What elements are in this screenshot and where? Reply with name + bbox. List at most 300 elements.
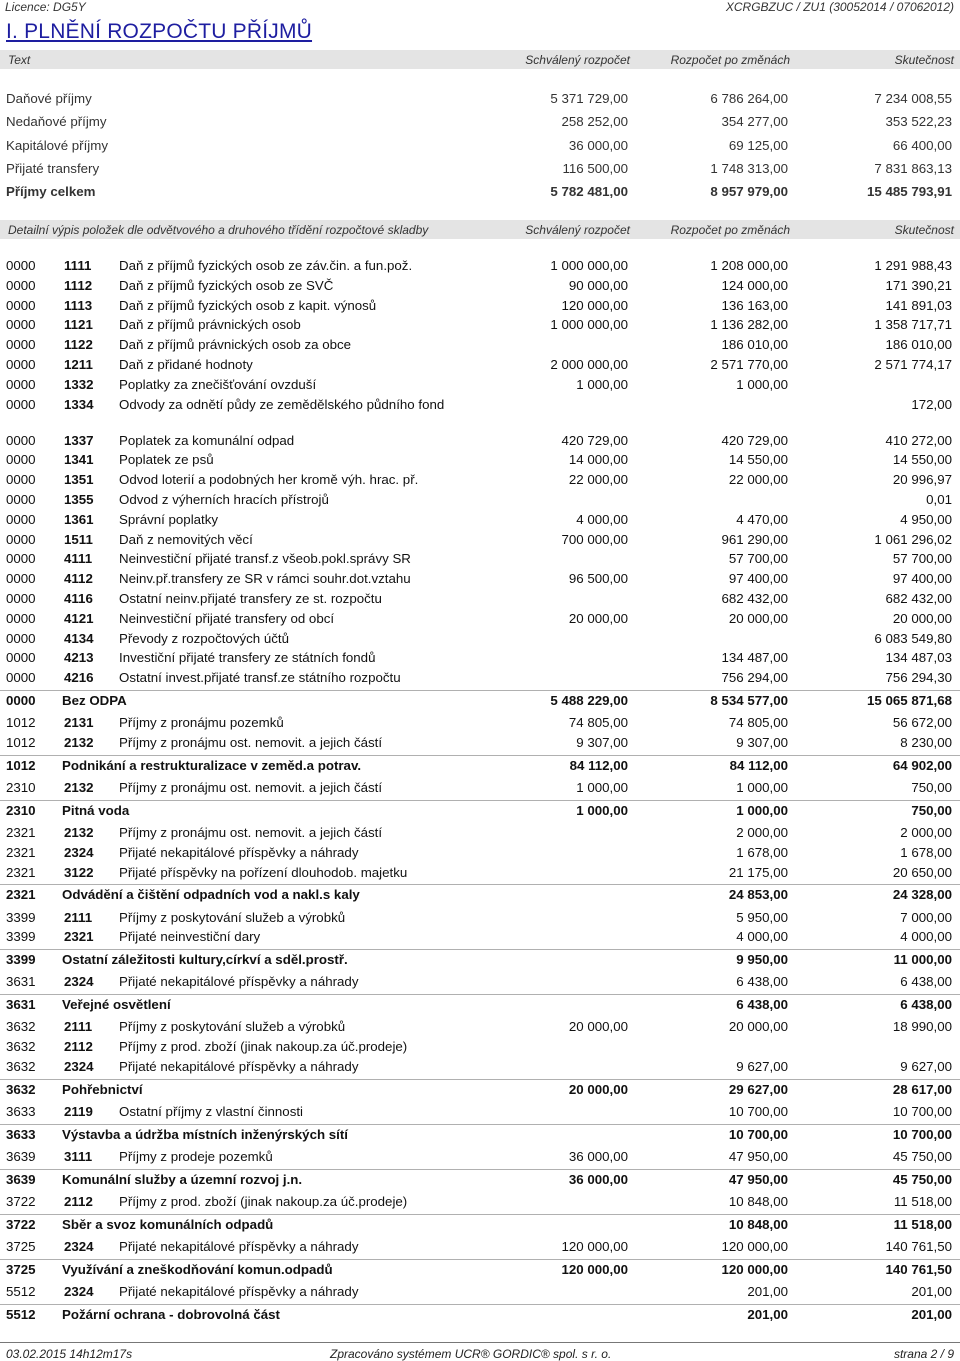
- group-total-row: [0, 758, 960, 776]
- item-text: Komunální služby a územní rozvoj j.n.: [62, 1171, 303, 1187]
- paragraph-code: 2321: [6, 864, 36, 880]
- group-total-row: [0, 1172, 960, 1190]
- approved-budget: 96 500,00: [568, 571, 628, 587]
- item-code: 3122: [64, 864, 94, 880]
- paragraph-code: 0000: [6, 357, 36, 372]
- footer-system: Zpracováno systémem UCR® GORDIC® spol. s r. o.: [330, 1347, 612, 1361]
- item-text: Využívání a zneškodňování komun.odpadů: [62, 1261, 333, 1277]
- item-code: 1122: [64, 337, 93, 353]
- item-text: Neinv.př.transfery ze SR v rámci souhr.dot.vztahu: [119, 571, 411, 587]
- group-total-row: [0, 1082, 960, 1100]
- actual-value: 140 761,50: [885, 1261, 952, 1277]
- adjusted-budget: 47 950,00: [728, 1149, 788, 1164]
- summary-label: Kapitálové příjmy: [6, 138, 108, 153]
- actual-value: 8 230,00: [900, 735, 952, 750]
- item-text: Příjmy z pronájmu pozemků: [119, 715, 284, 731]
- table-row: [0, 337, 960, 355]
- item-code: 2321: [64, 929, 94, 945]
- table-row: [0, 650, 960, 668]
- actual-value: 97 400,00: [892, 571, 952, 587]
- licence-label: Licence: DG5Y: [5, 0, 86, 14]
- adjusted-budget: 9 307,00: [736, 735, 788, 750]
- item-text: Investiční přijaté transfery ze státních fondů: [119, 650, 376, 666]
- item-text: Ostatní příjmy z vlastní činnosti: [119, 1104, 304, 1119]
- item-text: Příjmy z prodeje pozemků: [119, 1149, 273, 1164]
- item-code: 1341: [64, 452, 94, 468]
- item-text: Daň z nemovitých věcí: [119, 531, 253, 547]
- summary-adjusted: 8 957 979,00: [710, 184, 788, 199]
- actual-value: 1 358 717,71: [874, 317, 952, 333]
- actual-value: 750,00: [911, 802, 952, 818]
- item-text: Příjmy z poskytování služeb a výrobků: [119, 909, 346, 925]
- item-text: Přijaté nekapitálové příspěvky a náhrady: [119, 974, 359, 990]
- item-code: 4213: [64, 650, 94, 666]
- adjusted-budget: 10 700,00: [728, 1104, 788, 1119]
- adjusted-budget: 1 000,00: [736, 780, 788, 795]
- group-divider: [0, 949, 960, 950]
- summary-row: [0, 138, 960, 156]
- item-code: 1361: [64, 511, 94, 527]
- group-total-row: [0, 803, 960, 821]
- actual-value: 750,00: [911, 780, 952, 795]
- item-code: 1337: [64, 432, 94, 448]
- approved-budget: 36 000,00: [568, 1149, 628, 1164]
- group-total-row: [0, 1127, 960, 1145]
- adjusted-budget: 10 700,00: [728, 1126, 788, 1142]
- actual-value: 45 750,00: [892, 1149, 952, 1164]
- actual-value: 11 518,00: [893, 1194, 952, 1209]
- summary-label: Příjmy celkem: [6, 184, 96, 199]
- adjusted-budget: 420 729,00: [721, 432, 788, 448]
- summary-row: [0, 114, 960, 132]
- approved-budget: 120 000,00: [561, 1239, 628, 1254]
- paragraph-code: 0000: [6, 337, 36, 353]
- item-text: Správní poplatky: [119, 511, 219, 527]
- adjusted-budget: 1 000,00: [736, 376, 788, 392]
- table-row: [0, 377, 960, 395]
- approved-budget: 20 000,00: [568, 1019, 628, 1035]
- footer-divider: [0, 1342, 960, 1343]
- actual-value: 6 438,00: [900, 996, 952, 1012]
- adjusted-budget: 22 000,00: [728, 472, 788, 488]
- table-row: [0, 1104, 960, 1122]
- group-total-row: [0, 1217, 960, 1235]
- item-code: 1511: [64, 531, 93, 547]
- adjusted-budget: 1 000,00: [736, 802, 788, 818]
- actual-value: 682 432,00: [885, 591, 952, 606]
- summary-approved: 5 782 481,00: [550, 184, 628, 199]
- paragraph-code: 3722: [6, 1216, 36, 1232]
- item-code: 2132: [64, 735, 94, 750]
- table-row: [0, 825, 960, 843]
- item-code: 1113: [64, 297, 93, 313]
- table-row: [0, 278, 960, 296]
- item-code: 1351: [64, 472, 94, 488]
- item-text: Veřejné osvětlení: [62, 996, 171, 1012]
- item-text: Pohřebnictví: [62, 1081, 143, 1097]
- paragraph-code: 0000: [6, 432, 36, 448]
- approved-budget: 420 729,00: [561, 432, 628, 448]
- actual-value: 141 891,03: [885, 297, 952, 313]
- item-text: Ostatní záležitosti kultury,církví a sděl.prostř.: [62, 951, 348, 967]
- summary-label: Přijaté transfery: [6, 161, 100, 176]
- item-code: 4112: [64, 571, 93, 587]
- summary-header-text: Text: [8, 53, 31, 67]
- group-total-row: [0, 1262, 960, 1280]
- adjusted-budget: 10 848,00: [728, 1194, 788, 1209]
- item-code: 2324: [64, 1239, 94, 1254]
- adjusted-budget: 6 438,00: [736, 974, 788, 990]
- paragraph-code: 0000: [6, 472, 36, 488]
- page-title: I. PLNĚNÍ ROZPOČTU PŘÍJMŮ: [6, 20, 313, 43]
- actual-value: 24 328,00: [892, 887, 952, 903]
- item-text: Neinvestiční přijaté transfery od obcí: [119, 610, 335, 626]
- detail-header-col3: Skutečnost: [894, 223, 954, 237]
- summary-header-col3: Skutečnost: [894, 53, 954, 67]
- adjusted-budget: 120 000,00: [721, 1239, 788, 1254]
- summary-approved: 36 000,00: [568, 138, 628, 153]
- actual-value: 2 571 774,17: [874, 357, 952, 372]
- paragraph-code: 3632: [6, 1039, 36, 1055]
- table-row: [0, 974, 960, 992]
- approved-budget: 14 000,00: [568, 452, 628, 468]
- summary-row: [0, 184, 960, 202]
- detail-header: [0, 220, 960, 239]
- paragraph-code: 0000: [6, 551, 36, 567]
- item-text: Odvádění a čištění odpadních vod a nakl.s kaly: [62, 887, 360, 903]
- paragraph-code: 2321: [6, 887, 36, 903]
- paragraph-code: 5512: [6, 1306, 36, 1322]
- group-divider: [0, 1124, 960, 1125]
- summary-label: Nedaňové příjmy: [6, 114, 107, 129]
- actual-value: 15 065 871,68: [866, 692, 952, 708]
- table-row: [0, 1059, 960, 1077]
- item-text: Požární ochrana - dobrovolná část: [62, 1306, 280, 1322]
- paragraph-code: 0000: [6, 630, 36, 646]
- actual-value: 172,00: [911, 396, 952, 412]
- item-text: Daň z příjmů právnických osob za obce: [119, 337, 352, 353]
- item-text: Poplatek ze psů: [119, 452, 214, 468]
- approved-budget: 36 000,00: [568, 1171, 628, 1187]
- item-text: Příjmy z prod. zboží (jinak nakoup.za úč.prodeje): [119, 1039, 408, 1055]
- table-row: [0, 910, 960, 928]
- group-total-row: [0, 1307, 960, 1325]
- table-row: [0, 1194, 960, 1212]
- paragraph-code: 0000: [6, 670, 36, 686]
- footer-page: strana 2 / 9: [893, 1347, 954, 1361]
- paragraph-code: 1012: [6, 715, 36, 731]
- summary-header-col2: Rozpočet po změnách: [670, 53, 790, 67]
- summary-header-col1: Schválený rozpočet: [525, 53, 630, 67]
- adjusted-budget: 134 487,00: [721, 650, 788, 666]
- summary-approved: 5 371 729,00: [550, 91, 628, 106]
- item-code: 2132: [64, 780, 94, 795]
- paragraph-code: 3725: [6, 1239, 36, 1254]
- adjusted-budget: 9 950,00: [736, 951, 788, 967]
- adjusted-budget: 201,00: [747, 1284, 788, 1299]
- item-text: Ostatní neinv.přijaté transfery ze st. rozpočtu: [119, 591, 382, 606]
- actual-value: 7 000,00: [900, 909, 952, 925]
- paragraph-code: 3632: [6, 1081, 36, 1097]
- adjusted-budget: 1 208 000,00: [710, 258, 788, 273]
- actual-value: 4 950,00: [900, 511, 952, 527]
- summary-label: Daňové příjmy: [6, 91, 92, 106]
- paragraph-code: 3399: [6, 909, 36, 925]
- paragraph-code: 0000: [6, 571, 36, 587]
- summary-adjusted: 69 125,00: [728, 138, 788, 153]
- table-row: [0, 715, 960, 733]
- item-text: Přijaté nekapitálové příspěvky a náhrady: [119, 844, 359, 860]
- report-code: XCRGBZUC / ZU1 (30052014 / 07062012): [725, 0, 954, 14]
- item-code: 2324: [64, 974, 94, 990]
- approved-budget: 2 000 000,00: [550, 357, 628, 372]
- adjusted-budget: 20 000,00: [728, 610, 788, 626]
- item-text: Daň z příjmů fyzických osob z kapit. výnosů: [119, 297, 377, 313]
- actual-value: 140 761,50: [885, 1239, 952, 1254]
- paragraph-code: 3725: [6, 1261, 36, 1277]
- table-row: [0, 1039, 960, 1057]
- approved-budget: 90 000,00: [568, 277, 628, 293]
- item-text: Ostatní invest.přijaté transf.ze státního rozpočtu: [119, 670, 401, 686]
- item-text: Daň z příjmů právnických osob: [119, 317, 301, 333]
- item-text: Příjmy z pronájmu ost. nemovit. a jejich částí: [119, 780, 383, 795]
- approved-budget: 1 000,00: [576, 376, 628, 392]
- table-row: [0, 472, 960, 490]
- item-code: 3111: [64, 1149, 93, 1164]
- group-divider: [0, 994, 960, 995]
- item-code: 2324: [64, 1059, 94, 1074]
- top-bar: [0, 0, 960, 13]
- adjusted-budget: 682 432,00: [721, 591, 788, 606]
- adjusted-budget: 57 700,00: [728, 551, 788, 567]
- item-code: 2324: [64, 1284, 94, 1299]
- table-row: [0, 433, 960, 451]
- adjusted-budget: 24 853,00: [728, 887, 788, 903]
- actual-value: 64 902,00: [892, 757, 952, 773]
- summary-approved: 258 252,00: [561, 114, 628, 129]
- footer-timestamp: 03.02.2015 14h12m17s: [6, 1347, 133, 1361]
- paragraph-code: 0000: [6, 531, 36, 547]
- approved-budget: 700 000,00: [561, 531, 628, 547]
- approved-budget: 5 488 229,00: [550, 692, 628, 708]
- item-text: Daň z příjmů fyzických osob ze záv.čin. a fun.pož.: [119, 258, 413, 273]
- group-divider: [0, 755, 960, 756]
- detail-header-col2: Rozpočet po změnách: [670, 223, 790, 237]
- group-total-row: [0, 693, 960, 711]
- paragraph-code: 3631: [6, 974, 36, 990]
- group-divider: [0, 1214, 960, 1215]
- actual-value: 56 672,00: [892, 715, 952, 731]
- approved-budget: 84 112,00: [569, 757, 628, 773]
- paragraph-code: 5512: [6, 1284, 36, 1299]
- item-text: Podnikání a restrukturalizace v zeměd.a potrav.: [62, 757, 362, 773]
- actual-value: 10 700,00: [892, 1126, 952, 1142]
- item-text: Sběr a svoz komunálních odpadů: [62, 1216, 274, 1232]
- detail-header-text: Detailní výpis položek dle odvětvového a druhového třídění rozpočtové skladby: [8, 223, 429, 237]
- adjusted-budget: 6 438,00: [736, 996, 788, 1012]
- actual-value: 10 700,00: [892, 1104, 952, 1119]
- adjusted-budget: 20 000,00: [728, 1019, 788, 1035]
- table-row: [0, 670, 960, 688]
- group-divider: [0, 884, 960, 885]
- paragraph-code: 3631: [6, 996, 36, 1012]
- summary-approved: 116 500,00: [562, 161, 628, 176]
- actual-value: 18 990,00: [892, 1019, 952, 1035]
- paragraph-code: 0000: [6, 650, 36, 666]
- actual-value: 20 650,00: [892, 864, 952, 880]
- adjusted-budget: 5 950,00: [736, 909, 788, 925]
- table-row: [0, 929, 960, 947]
- table-row: [0, 492, 960, 510]
- item-text: Odvod loterií a podobných her kromě výh. hrac. př.: [119, 472, 419, 488]
- item-code: 2111: [64, 909, 93, 925]
- item-text: Příjmy z pronájmu ost. nemovit. a jejich částí: [119, 735, 383, 750]
- paragraph-code: 2310: [6, 780, 36, 795]
- approved-budget: 120 000,00: [561, 1261, 628, 1277]
- table-row: [0, 1019, 960, 1037]
- paragraph-code: 0000: [6, 376, 36, 392]
- item-code: 1111: [64, 258, 92, 273]
- adjusted-budget: 97 400,00: [728, 571, 788, 587]
- table-row: [0, 571, 960, 589]
- actual-value: 6 083 549,80: [874, 630, 952, 646]
- group-divider: [0, 1259, 960, 1260]
- summary-adjusted: 6 786 264,00: [710, 91, 788, 106]
- item-code: 2111: [64, 1019, 93, 1035]
- summary-actual: 66 400,00: [892, 138, 952, 153]
- table-row: [0, 1149, 960, 1167]
- item-code: 2112: [64, 1194, 93, 1209]
- adjusted-budget: 120 000,00: [721, 1261, 788, 1277]
- item-text: Přijaté příspěvky na pořízení dlouhodob. majetku: [119, 864, 408, 880]
- actual-value: 57 700,00: [892, 551, 952, 567]
- item-code: 2131: [64, 715, 94, 731]
- group-divider: [0, 690, 960, 691]
- actual-value: 28 617,00: [892, 1081, 952, 1097]
- table-row: [0, 357, 960, 375]
- summary-row: [0, 91, 960, 109]
- adjusted-budget: 2 000,00: [736, 825, 788, 840]
- actual-value: 20 000,00: [892, 610, 952, 626]
- adjusted-budget: 756 294,00: [721, 670, 788, 686]
- item-text: Přijaté nekapitálové příspěvky a náhrady: [119, 1059, 359, 1074]
- adjusted-budget: 14 550,00: [728, 452, 788, 468]
- actual-value: 1 061 296,02: [874, 531, 952, 547]
- group-total-row: [0, 997, 960, 1015]
- adjusted-budget: 9 627,00: [736, 1059, 788, 1074]
- paragraph-code: 1012: [6, 735, 36, 750]
- item-code: 2132: [64, 825, 94, 840]
- item-code: 4116: [64, 591, 93, 606]
- paragraph-code: 0000: [6, 258, 36, 273]
- approved-budget: 1 000 000,00: [550, 258, 628, 273]
- item-text: Daň z přidané hodnoty: [119, 357, 253, 372]
- item-text: Přijaté nekapitálové příspěvky a náhrady: [119, 1239, 359, 1254]
- item-text: Odvody za odnětí půdy ze zemědělského půdního fond: [119, 396, 445, 412]
- adjusted-budget: 961 290,00: [721, 531, 788, 547]
- group-divider: [0, 1079, 960, 1080]
- adjusted-budget: 124 000,00: [721, 277, 788, 293]
- group-divider: [0, 1304, 960, 1305]
- adjusted-budget: 4 470,00: [736, 511, 788, 527]
- adjusted-budget: 84 112,00: [729, 757, 788, 773]
- approved-budget: 20 000,00: [568, 1081, 628, 1097]
- item-code: 2324: [64, 844, 94, 860]
- paragraph-code: 0000: [6, 297, 36, 313]
- item-code: 4111: [64, 551, 93, 567]
- adjusted-budget: 201,00: [747, 1306, 788, 1322]
- item-code: 1332: [64, 376, 94, 392]
- adjusted-budget: 2 571 770,00: [710, 357, 788, 372]
- item-text: Bez ODPA: [62, 692, 127, 708]
- item-code: 1355: [64, 492, 94, 507]
- table-row: [0, 865, 960, 883]
- paragraph-code: 3632: [6, 1019, 36, 1035]
- item-text: Přijaté nekapitálové příspěvky a náhrady: [119, 1284, 359, 1299]
- approved-budget: 120 000,00: [561, 297, 628, 313]
- paragraph-code: 3639: [6, 1149, 36, 1164]
- paragraph-code: 0000: [6, 692, 36, 708]
- paragraph-code: 0000: [6, 610, 36, 626]
- group-total-row: [0, 952, 960, 970]
- item-text: Daň z příjmů fyzických osob ze SVČ: [119, 277, 334, 293]
- actual-value: 1 291 988,43: [874, 258, 952, 273]
- actual-value: 410 272,00: [885, 432, 952, 448]
- actual-value: 201,00: [911, 1284, 952, 1299]
- table-row: [0, 317, 960, 335]
- table-row: [0, 397, 960, 415]
- paragraph-code: 2321: [6, 825, 36, 840]
- item-text: Výstavba a údržba místních inženýrských sítí: [62, 1126, 348, 1142]
- item-code: 4121: [64, 610, 94, 626]
- adjusted-budget: 186 010,00: [721, 337, 788, 353]
- approved-budget: 20 000,00: [568, 610, 628, 626]
- item-code: 2119: [64, 1104, 93, 1119]
- paragraph-code: 3399: [6, 929, 36, 945]
- item-code: 1121: [64, 317, 93, 333]
- item-code: 1112: [64, 277, 93, 293]
- summary-row: [0, 161, 960, 179]
- item-text: Pitná voda: [62, 802, 130, 818]
- table-row: [0, 611, 960, 629]
- actual-value: 6 438,00: [900, 974, 952, 990]
- adjusted-budget: 47 950,00: [728, 1171, 788, 1187]
- table-row: [0, 735, 960, 753]
- adjusted-budget: 10 848,00: [728, 1216, 788, 1232]
- approved-budget: 1 000,00: [576, 780, 628, 795]
- paragraph-code: 3722: [6, 1194, 36, 1209]
- summary-header: [0, 50, 960, 69]
- actual-value: 2 000,00: [900, 825, 952, 840]
- item-text: Převody z rozpočtových účtů: [119, 630, 289, 646]
- adjusted-budget: 74 805,00: [728, 715, 788, 731]
- actual-value: 20 996,97: [892, 472, 952, 488]
- summary-adjusted: 354 277,00: [721, 114, 788, 129]
- summary-actual: 7 831 863,13: [874, 161, 952, 176]
- approved-budget: 4 000,00: [576, 511, 628, 527]
- approved-budget: 1 000,00: [576, 802, 628, 818]
- actual-value: 0,01: [926, 492, 952, 507]
- paragraph-code: 0000: [6, 452, 36, 468]
- table-row: [0, 1239, 960, 1257]
- actual-value: 1 678,00: [900, 844, 952, 860]
- actual-value: 201,00: [911, 1306, 952, 1322]
- adjusted-budget: 1 136 282,00: [710, 317, 788, 333]
- item-text: Neinvestiční přijaté transf.z všeob.pokl.správy SR: [119, 551, 411, 567]
- table-row: [0, 532, 960, 550]
- item-code: 1211: [64, 357, 93, 372]
- item-text: Odvod z výherních hracích přístrojů: [119, 492, 329, 507]
